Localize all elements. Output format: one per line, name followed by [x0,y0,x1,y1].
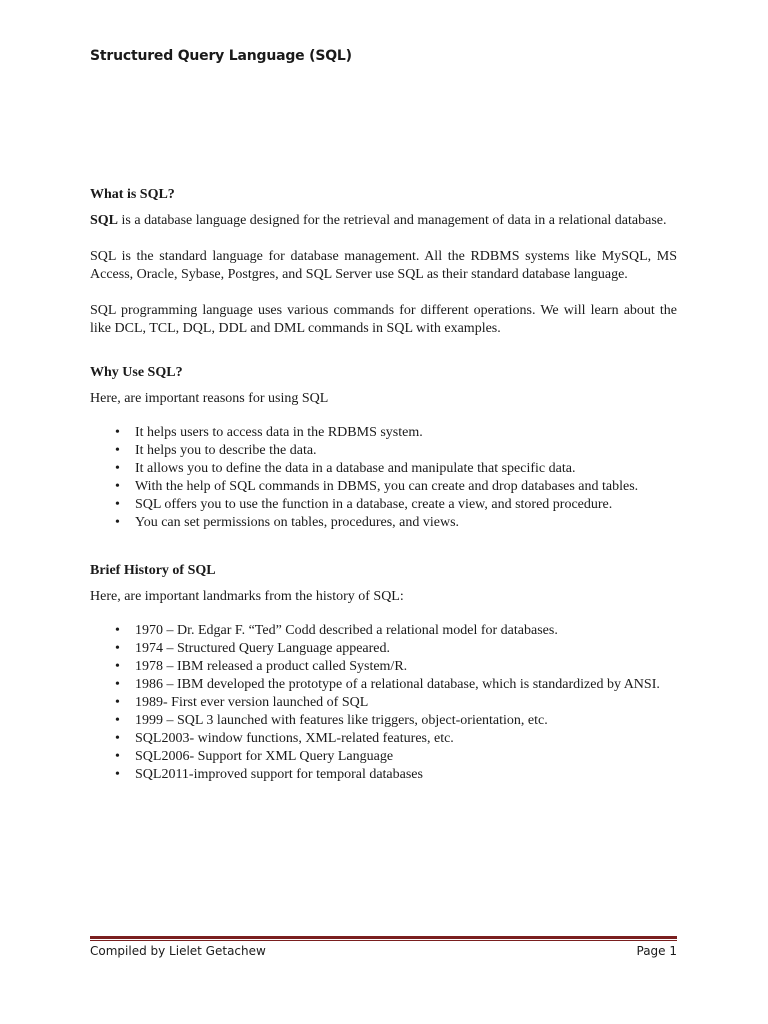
list-item: • SQL offers you to use the function in a database, create a view, and stored procedure. [90,496,677,514]
section-intro: Here, are important landmarks from the history of SQL: [90,589,404,604]
list-item: • It helps you to describe the data. [90,442,677,460]
paragraph [90,212,677,230]
list-item: • It helps users to access data in the RDBMS system. [90,424,677,442]
paragraph: SQL is the standard language for database management. All the RDBMS systems like MySQL, MS Access, Oracle, Sybase, Postgres, and SQL Server use SQL as their standard database language. [90,249,677,282]
list-item: • You can set permissions on tables, procedures, and views. [90,514,677,532]
document-body [90,186,677,784]
section-heading: What is SQL? [90,187,175,202]
bullet-list [90,424,677,532]
paragraph: SQL programming language uses various commands for different operations. We will learn about the like DCL, TCL, DQL, DDL and DML commands in SQL with examples. [90,303,677,336]
list-item: • 1989- First ever version launched of SQL [90,694,677,712]
list-item: • With the help of SQL commands in DBMS, you can create and drop databases and tables. [90,478,677,496]
list-item: • SQL2006- Support for XML Query Language [90,748,677,766]
section-what-is-sql [90,186,677,338]
section-heading: Why Use SQL? [90,365,183,380]
footer-divider-thin [90,940,677,941]
list-item: • 1974 – Structured Query Language appeared. [90,640,677,658]
list-item: • 1970 – Dr. Edgar F. “Ted” Codd described a relational model for databases. [90,622,677,640]
footer-divider [90,936,677,939]
list-item: • It allows you to define the data in a database and manipulate that specific data. [90,460,677,478]
section-heading: Brief History of SQL [90,563,216,578]
footer-author: Compiled by Lielet Getachew [90,944,266,958]
list-item: • 1986 – IBM developed the prototype of a relational database, which is standardized by ANSI. [90,676,677,694]
page-footer [90,944,677,958]
document-title: Structured Query Language (SQL) [90,48,352,64]
section-intro: Here, are important reasons for using SQL [90,391,329,406]
bullet-list [90,622,677,784]
list-item: • 1978 – IBM released a product called System/R. [90,658,677,676]
bold-term: SQL [90,213,119,228]
section-why-use-sql [90,364,677,532]
list-item: • SQL2011-improved support for temporal databases [90,766,677,784]
page-number: Page 1 [636,944,677,958]
list-item: • SQL2003- window functions, XML-related features, etc. [90,730,677,748]
paragraph-text: is a database language designed for the retrieval and management of data in a relational database. [118,213,667,228]
list-item: • 1999 – SQL 3 launched with features like triggers, object-orientation, etc. [90,712,677,730]
section-history-of-sql [90,562,677,784]
